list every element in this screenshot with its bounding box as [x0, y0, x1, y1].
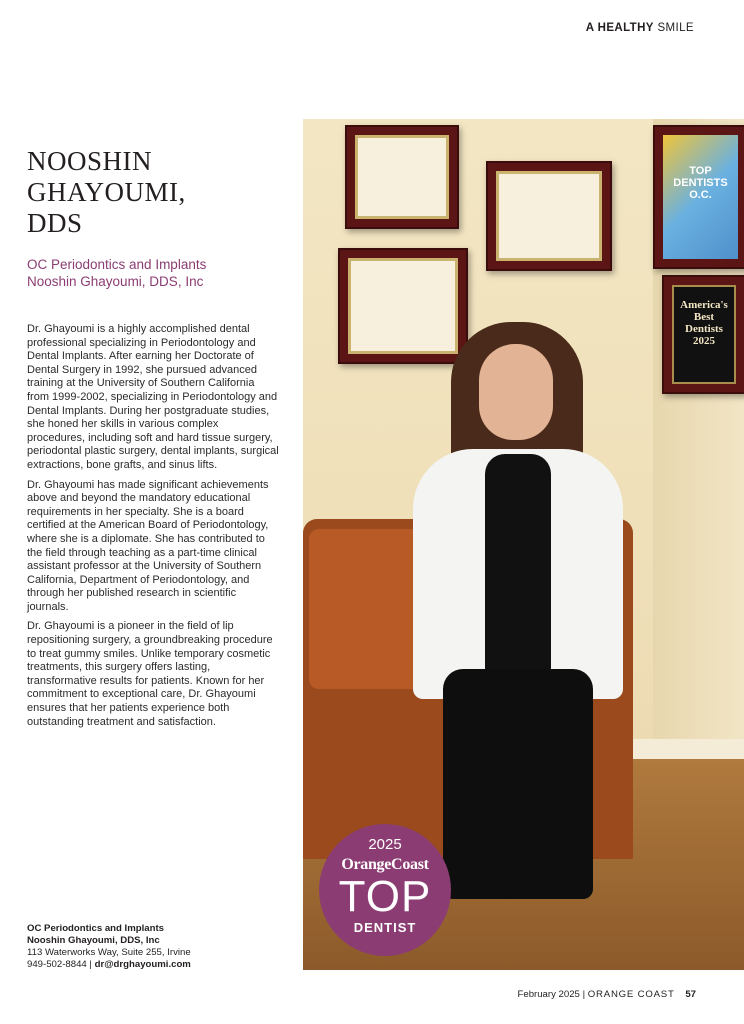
folio-page-number: 57: [685, 989, 696, 1000]
paragraph-3: Dr. Ghayoumi is a pioneer in the field of lip repositioning surgery, a groundbreaking procedure to treat gummy smiles. Unlike temporary cosmetic treatments, this surgery offers lasting, transformative results for patients. Known for her commitment to exceptional care, Dr. Ghayoumi ensures that her patients experience both outstanding treatment and satisfaction.: [27, 620, 273, 728]
diploma-frame-3: [338, 248, 468, 364]
paragraph-1: Dr. Ghayoumi is a highly accomplished dental professional specializing in Periodontology and Dental Implants. After earning her Doctorate of Dental Surgery in 1992, she pursued advanced training at the University of Southern California from 1999-2002, specializing in Periodontology and Dental Implants. During her postgraduate studies, she honed her skills in various complex procedures, including soft and hard tissue surgery, periodontal plastic surgery, dental implants, surgical extractions, bone grafts, and sinus lifts.: [27, 323, 279, 471]
doctor-name: [27, 146, 277, 239]
doctor-name-line2: GHAYOUMI,: [27, 177, 186, 207]
diploma-frame-2: [486, 161, 612, 271]
practice-company: Nooshin Ghayoumi, DDS, Inc: [27, 274, 204, 289]
doctor-pants: [443, 669, 593, 899]
folio-date: February 2025: [517, 989, 580, 1000]
folio-separator: |: [582, 989, 586, 1000]
badge-dentist: DENTIST: [353, 920, 417, 935]
contact-phone[interactable]: 949-502-8844: [27, 959, 87, 970]
contact-phone-email-line: [27, 959, 287, 971]
page-folio: [518, 989, 697, 1000]
contact-email[interactable]: dr@drghayoumi.com: [94, 959, 191, 970]
practice-name: OC Periodontics and Implants: [27, 257, 207, 272]
badge-year: 2025: [368, 836, 402, 853]
doctor-face: [479, 344, 553, 440]
contact-separator: |: [89, 959, 92, 970]
top-dentists-plaque-text: TOP DENTISTS O.C.: [673, 165, 728, 201]
americas-best-line3: 2025: [693, 335, 715, 347]
contact-block: [27, 923, 287, 971]
sofa-cushion: [309, 529, 429, 689]
americas-best-line1: America's: [680, 299, 728, 311]
contact-company: Nooshin Ghayoumi, DDS, Inc: [27, 935, 160, 946]
doctor-name-line3: DDS: [27, 208, 83, 238]
contact-address: 113 Waterworks Way, Suite 255, Irvine: [27, 947, 191, 958]
americas-best-plaque: [662, 275, 744, 394]
folio-magazine: ORANGE COAST: [587, 989, 675, 1000]
contact-practice: OC Periodontics and Implants: [27, 923, 164, 934]
article-body: [27, 323, 279, 735]
doctor-black-top: [485, 454, 551, 674]
doctor-name-line1: NOOSHIN: [27, 146, 152, 176]
diploma-frame-1: [345, 125, 459, 229]
badge-top: TOP: [338, 872, 432, 921]
top-dentist-badge: [319, 824, 451, 956]
section-header-light: SMILE: [657, 22, 694, 34]
top-dentists-plaque: [653, 125, 744, 269]
paragraph-2: Dr. Ghayoumi has made significant achievements above and beyond the mandatory educational requirements in her specialty. She is a board certified at the American Board of Periodontology, where she is a diplomate. She has contributed to the field through teaching as a part-time clinical assistant professor at the University of Southern California, Department of Periodontology, and through her published research in scientific journals.: [27, 478, 269, 613]
section-header-bold: A HEALTHY: [585, 22, 654, 34]
practice-block: [27, 256, 287, 290]
badge-brand: OrangeCoast: [341, 856, 429, 873]
americas-best-line2: Best Dentists: [685, 311, 723, 335]
section-header: [586, 22, 694, 34]
